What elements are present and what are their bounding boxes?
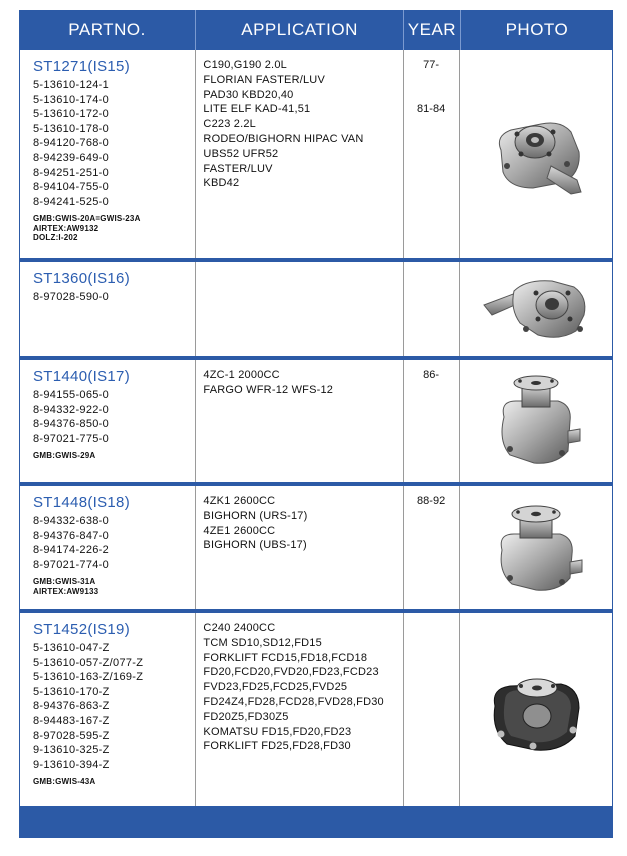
application-line: C190,G190 2.0L — [203, 59, 287, 71]
photo-cell — [460, 50, 612, 258]
oem-number: 8-97021-774-0 — [33, 558, 110, 571]
oem-number: 8-97021-775-0 — [33, 432, 110, 445]
application-line: BIGHORN (URS-17) — [203, 509, 308, 522]
application-line: FARGO WFR-12 WFS-12 — [203, 383, 334, 396]
oem-number: 8-94332-922-0 — [33, 403, 110, 416]
application-line: KBD42 — [203, 177, 240, 190]
header-part-no: PARTNO. — [19, 10, 196, 50]
application-cell — [196, 613, 403, 806]
oem-number: 8-94241-525-0 — [33, 195, 110, 208]
part-number-title: ST1452(IS19) — [33, 621, 130, 638]
oem-number: 8-94239-649-0 — [33, 151, 110, 164]
application-line: FORKLIFT FD25,FD28,FD30 — [203, 740, 351, 753]
cross-reference: AIRTEX:AW9133 — [33, 586, 99, 596]
part-number-title: ST1271(IS15) — [33, 58, 130, 75]
year-value: 77- — [423, 59, 440, 71]
application-line: UBS52 UFR52 — [203, 147, 279, 160]
table-row — [20, 262, 612, 360]
application-cell — [196, 262, 403, 356]
table-body — [19, 50, 613, 810]
application-line: TCM SD10,SD12,FD15 — [203, 636, 322, 649]
oem-number: 5-13610-172-0 — [33, 108, 110, 121]
table-row — [20, 360, 612, 486]
year-cell — [404, 50, 460, 258]
oem-number: 8-94155-065-0 — [33, 389, 110, 401]
water-pump-photo — [476, 271, 596, 347]
application-line: FD20,FCD20,FVD20,FD23,FCD23 — [203, 666, 379, 679]
application-line: C223 2.2L — [203, 118, 256, 131]
application-line: FLORIAN FASTER/LUV — [203, 73, 325, 86]
photo-cell — [460, 486, 612, 609]
table-row — [20, 613, 612, 810]
oem-number: 8-97028-590-0 — [33, 291, 110, 303]
oem-number: 8-94376-847-0 — [33, 529, 110, 542]
cross-reference: AIRTEX:AW9132 — [33, 223, 99, 233]
table-row — [20, 50, 612, 262]
oem-number: 8-97028-595-Z — [33, 729, 110, 742]
header-application: APPLICATION — [196, 10, 404, 50]
oem-number: 8-94251-251-0 — [33, 166, 110, 179]
year-value: 88-92 — [417, 495, 446, 507]
header-year: YEAR — [404, 10, 461, 50]
table-footer-bar — [19, 810, 613, 838]
cross-reference: GMB:GWIS-29A — [33, 451, 96, 461]
photo-cell — [460, 262, 612, 356]
part-number-title: ST1440(IS17) — [33, 368, 130, 385]
oem-number: 5-13610-057-Z/077-Z — [33, 656, 144, 669]
oem-number: 8-94120-768-0 — [33, 137, 110, 150]
oem-number: 8-94104-755-0 — [33, 181, 110, 194]
application-line: LITE ELF KAD-41,51 — [203, 103, 311, 116]
water-pump-photo — [481, 106, 591, 202]
part-number-cell — [20, 613, 196, 806]
water-pump-photo — [486, 498, 586, 598]
oem-number: 8-94483-167-Z — [33, 714, 110, 727]
header-photo: PHOTO — [505, 20, 569, 39]
part-number-cell — [20, 50, 196, 258]
part-number-cell — [20, 262, 196, 356]
year-cell — [404, 360, 460, 482]
oem-number: 9-13610-394-Z — [33, 758, 110, 771]
application-cell — [196, 360, 403, 482]
part-number-title: ST1360(IS16) — [33, 270, 130, 287]
application-cell — [196, 50, 403, 258]
oem-number: 5-13610-124-1 — [33, 79, 110, 91]
application-line: FD20Z5,FD30Z5 — [203, 710, 289, 723]
application-line: RODEO/BIGHORN HIPAC VAN — [203, 132, 364, 145]
oem-number: 9-13610-325-Z — [33, 744, 110, 757]
application-line: FASTER/LUV — [203, 162, 273, 175]
photo-cell — [460, 613, 612, 806]
application-line: FVD23,FD25,FCD25,FVD25 — [203, 681, 348, 694]
year-cell — [404, 262, 460, 356]
application-line: BIGHORN (UBS-17) — [203, 539, 307, 552]
application-line: KOMATSU FD15,FD20,FD23 — [203, 725, 352, 738]
oem-number: 8-94174-226-2 — [33, 544, 110, 557]
table-header — [19, 10, 613, 50]
cross-reference: GMB:GWIS-20A=GWIS-23A — [33, 214, 141, 224]
year-value: 81-84 — [417, 103, 446, 116]
table-row — [20, 486, 612, 613]
cross-reference: DOLZ:I-202 — [33, 233, 78, 243]
part-number-cell — [20, 360, 196, 482]
catalog-table — [19, 10, 613, 838]
oem-number: 8-94376-850-0 — [33, 418, 110, 431]
cross-reference: GMB:GWIS-31A — [33, 577, 96, 587]
application-line: 4ZE1 2600CC — [203, 524, 276, 537]
oem-number: 5-13610-178-0 — [33, 122, 110, 135]
cross-reference: GMB:GWIS-43A — [33, 777, 96, 787]
oem-number: 5-13610-047-Z — [33, 642, 110, 654]
part-number-cell — [20, 486, 196, 609]
application-line: FD24Z4,FD28,FCD28,FVD28,FD30 — [203, 695, 384, 708]
application-line: FORKLIFT FCD15,FD18,FCD18 — [203, 651, 368, 664]
year-value: 86- — [423, 369, 440, 381]
oem-number: 5-13610-170-Z — [33, 685, 110, 698]
oem-number: 5-13610-174-0 — [33, 93, 110, 106]
water-pump-photo — [486, 371, 586, 471]
application-cell — [196, 486, 403, 609]
application-line: PAD30 KBD20,40 — [203, 88, 294, 101]
photo-cell — [460, 360, 612, 482]
year-cell — [404, 613, 460, 806]
oem-number: 8-94376-863-Z — [33, 700, 110, 713]
oem-number: 5-13610-163-Z/169-Z — [33, 671, 144, 684]
oem-number: 8-94332-638-0 — [33, 515, 110, 527]
application-line: 4ZC-1 2000CC — [203, 369, 280, 381]
part-number-title: ST1448(IS18) — [33, 494, 130, 511]
water-pump-photo — [481, 660, 591, 760]
application-line: C240 2400CC — [203, 622, 276, 634]
application-line: 4ZK1 2600CC — [203, 495, 276, 507]
year-cell — [404, 486, 460, 609]
